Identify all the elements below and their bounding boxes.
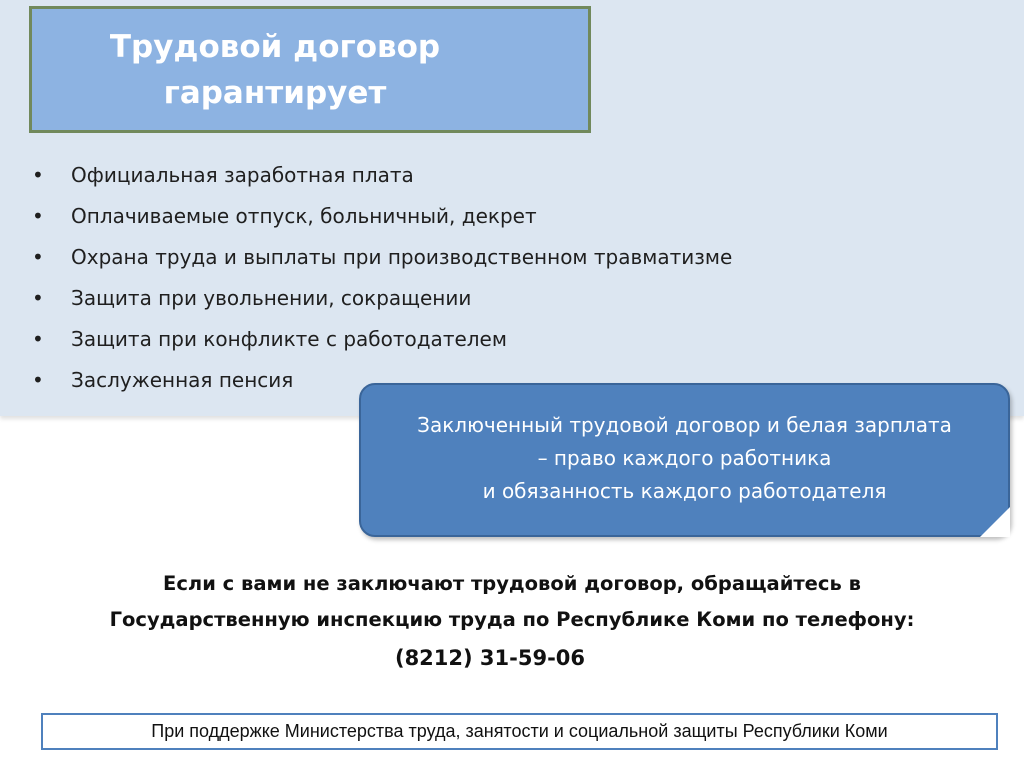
- callout-box: [359, 383, 1010, 537]
- list-item: • Заслуженная пенсия: [32, 360, 732, 401]
- callout-line-1: Заключенный трудовой договор и белая зарплата: [417, 412, 952, 437]
- page-title: [110, 24, 440, 116]
- footer-text: При поддержке Министерства труда, занятости и социальной защиты Республики Коми: [151, 721, 888, 741]
- list-item: • Защита при конфликте с работодателем: [32, 319, 732, 360]
- callout-folded-corner: [980, 507, 1010, 537]
- list-item: • Охрана труда и выплаты при производственном травматизме: [32, 237, 732, 278]
- title-line-1: Трудовой договор: [109, 28, 441, 65]
- contact-line-2: Государственную инспекцию труда по Республике Коми по телефону:: [109, 608, 915, 631]
- callout-line-2: – право каждого работника: [537, 445, 832, 470]
- footer-box: [41, 713, 998, 750]
- guarantees-list: [32, 155, 732, 401]
- contact-line-1: Если с вами не заключают трудовой договор, обращайтесь в: [163, 572, 861, 595]
- list-item: • Защита при увольнении, сокращении: [32, 278, 732, 319]
- list-item: • Официальная заработная плата: [32, 155, 732, 196]
- title-box: [29, 6, 591, 133]
- contact-info: [0, 566, 1024, 638]
- callout-line-3: и обязанность каждого работодателя: [482, 478, 887, 503]
- phone-number: (8212) 31-59-06: [394, 646, 586, 670]
- list-item: • Оплачиваемые отпуск, больничный, декрет: [32, 196, 732, 237]
- title-line-2: гарантирует: [163, 74, 387, 111]
